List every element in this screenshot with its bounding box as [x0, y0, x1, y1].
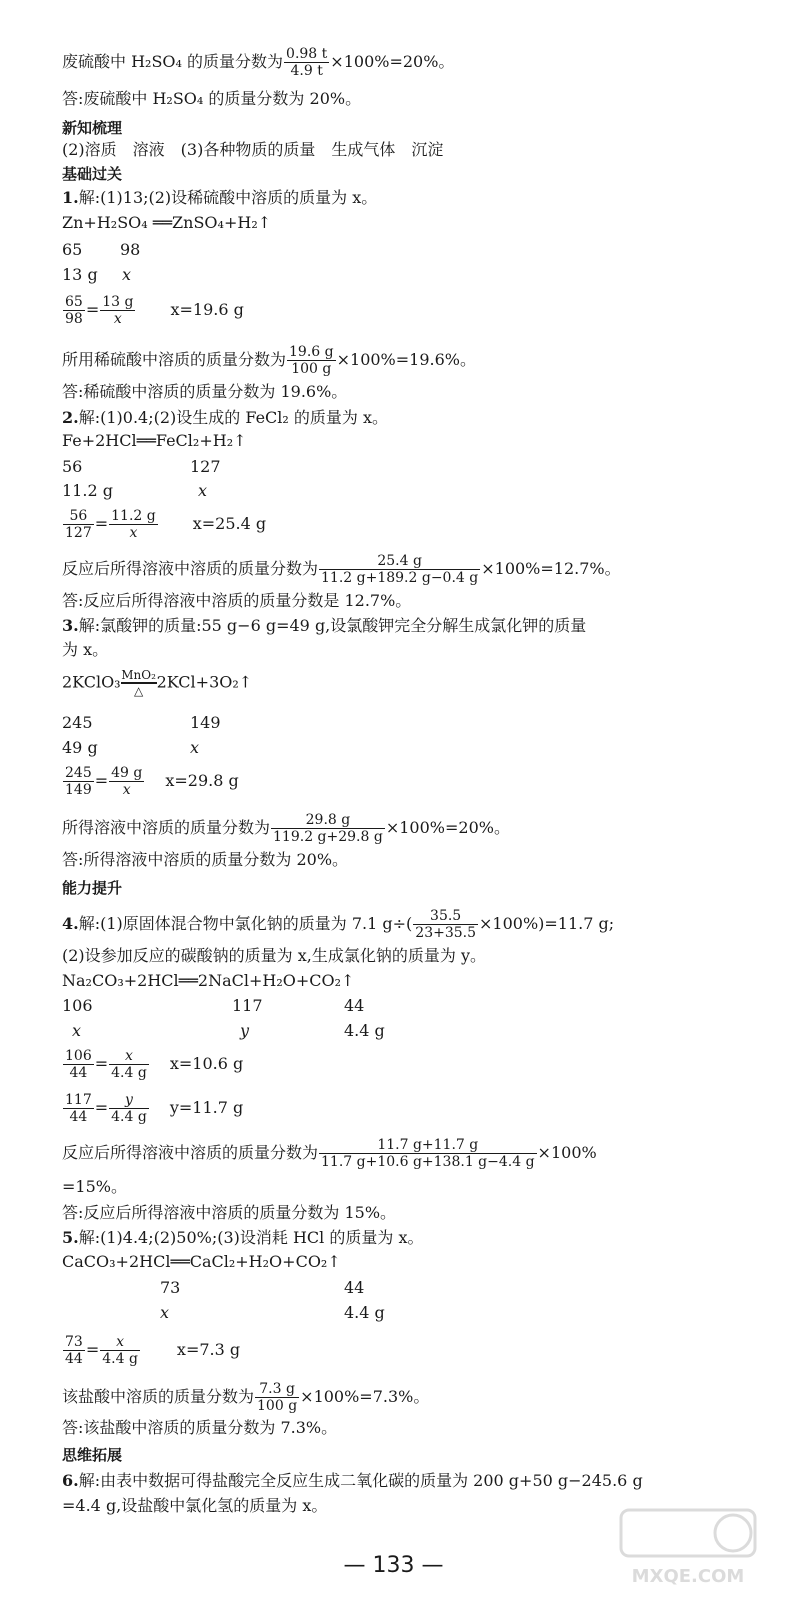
- q4-calc: [62, 1137, 597, 1173]
- text: ×100%: [537, 1143, 597, 1162]
- q6-line-2: =4.4 g,设盐酸中氯化氢的质量为 x。: [62, 1496, 328, 1515]
- numerator: 56: [63, 508, 94, 525]
- q3-head-cont: 为 x。: [62, 640, 109, 659]
- numerator: 65: [65, 294, 83, 310]
- section-heading-ability: 能力提升: [62, 879, 123, 897]
- question-number: 4.: [62, 914, 79, 933]
- product: 2KCl+3O₂↑: [156, 672, 253, 692]
- denominator: 11.7 g+10.6 g+138.1 g−4.4 g: [321, 1154, 535, 1170]
- intro-answer: 答:废硫酸中 H₂SO₄ 的质量分数为 20%。: [62, 89, 362, 108]
- numerator: 19.6 g: [289, 344, 334, 360]
- text: ×100%)=11.7 g;: [479, 914, 615, 933]
- section-heading-think: 思维拓展: [62, 1446, 123, 1464]
- q2-head: [62, 407, 388, 429]
- numerator: 29.8 g: [271, 812, 385, 829]
- denominator: 100 g: [291, 361, 332, 377]
- q3-row1-a: 245: [62, 713, 93, 732]
- text: 反应后所得溶液中溶质的质量分数为: [62, 1143, 319, 1162]
- page-number: — 133 —: [343, 1553, 444, 1578]
- q3-answer: 答:所得溶液中溶质的质量分数为 20%。: [62, 850, 349, 869]
- denominator: x: [129, 525, 138, 541]
- q1-row1-b: 98: [120, 240, 141, 259]
- q5-row2-b: 4.4 g: [344, 1303, 385, 1322]
- q4-proportion-a: $\frac{106}{44}$ = $\frac{x}{4.4 g}$ x=10.6 g: [65, 1048, 244, 1081]
- watermark-logo: [613, 1500, 763, 1590]
- question-number: 6.: [62, 1471, 79, 1490]
- numerator: 117: [65, 1092, 92, 1108]
- numerator: x: [100, 1334, 140, 1351]
- text: 该盐酸中溶质的质量分数为: [62, 1387, 255, 1406]
- text: 解:(1)13;(2)设稀硫酸中溶质的质量为 x。: [78, 188, 378, 207]
- text: 反应后所得溶液中溶质的质量分数为: [62, 559, 319, 578]
- numerator: 245: [65, 765, 92, 781]
- q3-calc: [62, 812, 510, 848]
- q3-row2-b: x: [190, 738, 200, 757]
- text: 解:(1)原固体混合物中氯化钠的质量为 7.1 g÷(: [78, 914, 413, 933]
- denominator: 149: [65, 782, 92, 798]
- q3-head: [62, 615, 586, 637]
- denominator: 127: [65, 525, 92, 541]
- q4-row2-b: y: [240, 1021, 250, 1040]
- section-heading-new: 新知梳理: [62, 119, 123, 137]
- q4-row1-a: 106: [62, 996, 93, 1015]
- numerator: 11.2 g: [111, 508, 156, 524]
- q2-row1-b: 127: [190, 457, 221, 476]
- text: ×100%=20%。: [330, 52, 455, 71]
- q2-answer: 答:反应后所得溶液中溶质的质量分数是 12.7%。: [62, 591, 412, 610]
- text: ×100%=19.6%。: [336, 350, 476, 369]
- q4-row2-a: x: [72, 1021, 82, 1040]
- numerator: 106: [65, 1048, 92, 1064]
- q4-head: [62, 908, 614, 944]
- q1-row2-a: 13 g: [62, 265, 98, 284]
- q2-row2-a: 11.2 g: [62, 481, 113, 500]
- q1-head: [62, 187, 377, 209]
- q5-equation: CaCO₃+2HCl══CaCl₂+H₂O+CO₂↑: [62, 1252, 341, 1271]
- text: ×100%=7.3%。: [300, 1387, 430, 1406]
- question-number: 2.: [62, 408, 79, 427]
- text: 所得溶液中溶质的质量分数为: [62, 818, 271, 837]
- fraction: [284, 46, 329, 79]
- denominator: 44: [65, 1351, 83, 1367]
- denominator: x: [113, 311, 122, 327]
- numerator: y: [109, 1092, 149, 1109]
- denominator: 98: [65, 311, 83, 327]
- q5-head: [62, 1227, 423, 1249]
- numerator: x: [109, 1048, 149, 1065]
- denominator: 44: [69, 1065, 88, 1081]
- text: 废硫酸中 H₂SO₄ 的质量分数为: [62, 52, 284, 71]
- q4-equation: Na₂CO₃+2HCl══2NaCl+H₂O+CO₂↑: [62, 971, 355, 990]
- denominator: 119.2 g+29.8 g: [273, 829, 383, 845]
- q3-equation: [62, 668, 252, 702]
- q1-equation: Zn+H₂SO₄ ══ZnSO₄+H₂↑: [62, 213, 272, 232]
- question-number: 3.: [62, 616, 79, 635]
- numerator: 13 g: [102, 294, 134, 310]
- denominator: 44: [69, 1109, 88, 1125]
- q5-answer: 答:该盐酸中溶质的质量分数为 7.3%。: [62, 1418, 338, 1437]
- denominator: x: [122, 782, 131, 798]
- result: y=11.7 g: [169, 1098, 244, 1117]
- text: 解:氯酸钾的质量:55 g−6 g=49 g,设氯酸钾完全分解生成氯化钾的质量: [78, 616, 587, 635]
- numerator: 73: [65, 1334, 83, 1350]
- q4-row1-c: 44: [344, 996, 365, 1015]
- q1-row1-a: 65: [62, 240, 83, 259]
- q4-calc-cont: =15%。: [62, 1177, 127, 1196]
- q3-proportion: $\frac{245}{149}$ = $\frac{49 g}{x}$ x=29.8 g: [65, 765, 239, 798]
- result: x=7.3 g: [176, 1340, 241, 1359]
- q5-row2-a: x: [160, 1303, 170, 1322]
- denominator: 4.4 g: [102, 1351, 138, 1367]
- new-knowledge-line: (2)溶质 溶液 (3)各种物质的质量 生成气体 沉淀: [62, 140, 444, 159]
- q4-answer: 答:反应后所得溶液中溶质的质量分数为 15%。: [62, 1203, 397, 1222]
- q6-line-1: [62, 1470, 643, 1492]
- question-number: 5.: [62, 1228, 79, 1247]
- numerator: 7.3 g: [255, 1381, 299, 1398]
- result: x=19.6 g: [170, 300, 244, 319]
- q2-equation: Fe+2HCl══FeCl₂+H₂↑: [62, 431, 247, 450]
- result: x=29.8 g: [165, 771, 239, 790]
- text: 解:由表中数据可得盐酸完全反应生成二氧化碳的质量为 200 g+50 g−245.6 g: [78, 1471, 643, 1490]
- numerator: 11.7 g+11.7 g: [319, 1137, 537, 1154]
- intro-line-1: [62, 46, 455, 79]
- text: 所用稀硫酸中溶质的质量分数为: [62, 350, 287, 369]
- numerator: 49 g: [111, 765, 143, 781]
- q1-row2-b: x: [122, 265, 132, 284]
- section-heading-basic: 基础过关: [62, 165, 123, 183]
- question-number: 1.: [62, 188, 79, 207]
- q1-answer: 答:稀硫酸中溶质的质量分数为 19.6%。: [62, 382, 348, 401]
- q2-calc: [62, 553, 621, 589]
- denominator: 4.4 g: [111, 1065, 147, 1081]
- q1-calc: [62, 344, 476, 380]
- text: ×100%=20%。: [385, 818, 510, 837]
- q2-row2-b: x: [198, 481, 208, 500]
- denominator: 100 g: [257, 1398, 298, 1414]
- numerator: 35.5: [413, 908, 478, 925]
- result: x=25.4 g: [192, 514, 267, 533]
- text: 解:(1)4.4;(2)50%;(3)设消耗 HCl 的质量为 x。: [78, 1228, 424, 1247]
- denominator: 11.2 g+189.2 g−0.4 g: [321, 570, 479, 586]
- q4-proportion-b: $\frac{117}{44}$ = $\frac{y}{4.4 g}$ y=11.7 g: [65, 1092, 244, 1125]
- q5-row1-b: 44: [344, 1278, 365, 1297]
- denominator: 4.9 t: [290, 63, 323, 79]
- heat-symbol: △: [133, 684, 144, 698]
- denominator: 23+35.5: [415, 925, 476, 941]
- numerator: 25.4 g: [319, 553, 480, 570]
- text: ×100%=12.7%。: [481, 559, 621, 578]
- text: 解:(1)0.4;(2)设生成的 FeCl₂ 的质量为 x。: [78, 408, 389, 427]
- q3-row1-b: 149: [190, 713, 221, 732]
- q4-row2-c: 4.4 g: [344, 1021, 385, 1040]
- q4-row1-b: 117: [232, 996, 263, 1015]
- q2-proportion: $\frac{56}{127}$ = $\frac{11.2 g}{x}$ x=25.4 g: [65, 508, 267, 541]
- q1-proportion: $\frac{65}{98}$ = $\frac{13 g}{x}$ x=19.6 g: [65, 294, 244, 327]
- denominator: 4.4 g: [111, 1109, 147, 1125]
- q5-calc: [62, 1381, 429, 1417]
- reactant: 2KClO₃: [62, 672, 121, 692]
- reaction-condition: [121, 668, 157, 698]
- q3-row2-a: 49 g: [62, 738, 98, 757]
- q5-proportion: $\frac{73}{44}$ = $\frac{x}{4.4 g}$ x=7.3 g: [65, 1334, 241, 1367]
- numerator: 0.98 t: [286, 46, 328, 62]
- q4-head-2: (2)设参加反应的碳酸钠的质量为 x,生成氯化钠的质量为 y。: [62, 946, 486, 965]
- watermark-text: MXQE.COM: [631, 1566, 745, 1587]
- result: x=10.6 g: [169, 1054, 244, 1073]
- catalyst: MnO₂: [121, 668, 156, 682]
- q5-row1-a: 73: [160, 1278, 181, 1297]
- q2-row1-a: 56: [62, 457, 83, 476]
